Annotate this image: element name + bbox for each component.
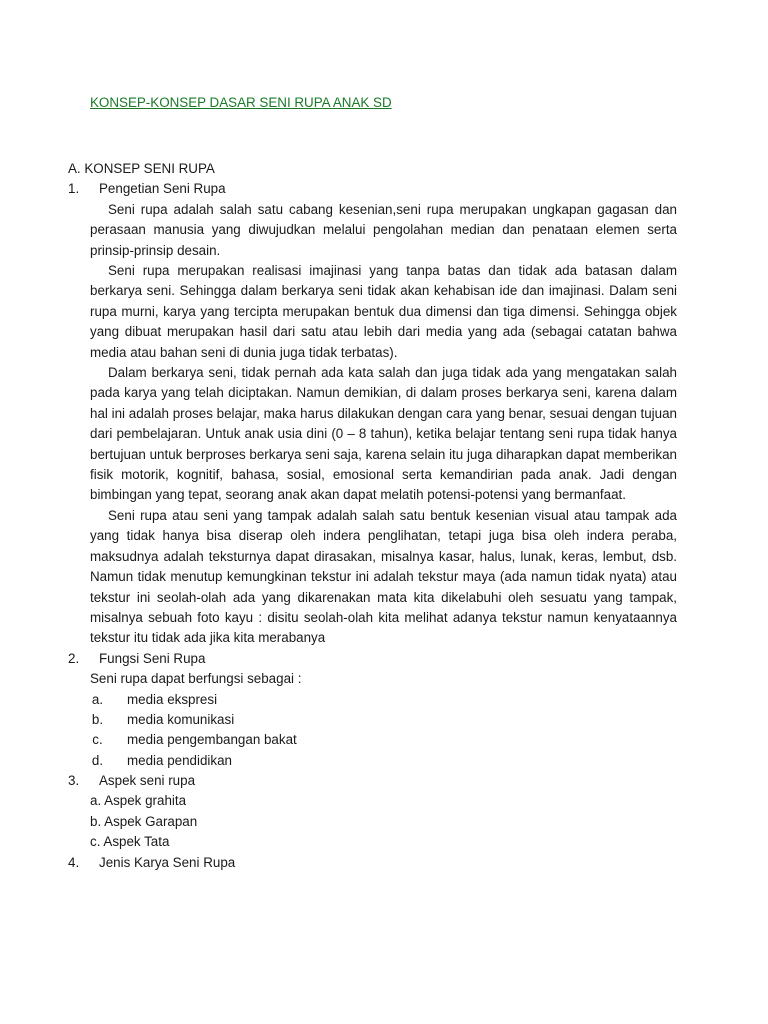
document-title: KONSEP-KONSEP DASAR SENI RUPA ANAK SD [90,95,392,110]
list-text: media komunikasi [127,711,235,727]
item-label: Aspek seni rupa [99,773,196,789]
list-letter: b. [91,711,104,727]
item-label: Fungsi Seni Rupa [99,650,206,666]
item-number: 3. [68,773,80,789]
numbered-item-3 [68,771,677,791]
list-letter: a. [91,691,104,707]
item-label: Jenis Karya Seni Rupa [99,854,236,870]
list-text: media ekspresi [127,691,218,707]
list-letter: c. [92,732,103,748]
paragraph: Seni rupa adalah salah satu cabang kesenian,seni rupa merupakan ungkapan gagasan dan perasaan manusia yang diwujudkan melalui pengolahan median dan penataan elemen serta prinsip-prinsip desain. [90,201,677,258]
list-item [68,710,677,730]
list-item: a. Aspek grahita [90,793,187,809]
item-number: 2. [68,650,80,666]
paragraph: Dalam berkarya seni, tidak pernah ada kata salah dan juga tidak ada yang mengatakan salah pada karya yang telah diciptakan. Namun demikian, di dalam proses berkarya seni, karena dalam hal ini adalah proses belajar, maka harus dilakukan dengan cara yang benar, sesuai dengan tujuan dari pembelajaran. Untuk anak usia dini (0 – 8 tahun), ketika belajar tentang seni rupa tidak hanya bertujuan untuk berproses berkarya seni saja, karena selain itu juga diharapkan dapat memberikan fisik motorik, kognitif, bahasa, sosial, emosional serta kemandirian pada anak. Jadi dengan bimbingan yang tepat, seorang anak akan dapat melatih potensi-potensi yang bermanfaat. [90,365,677,503]
paragraph: Seni rupa atau seni yang tampak adalah salah satu bentuk kesenian visual atau tampak ada yang tidak hanya bisa diserap oleh indera penglihatan, tetapi juga bisa oleh indera peraba, maksudnya adalah teksturnya dapat dirasakan, misalnya kasar, halus, lunak, keras, lembut, dsb. Namun tidak menutup kemungkinan tekstur ini adalah tekstur maya (ada namun tidak nyata) atau tekstur ini seolah-olah ada yang dikarenakan mata kita dikelabuhi oleh sesuatu yang tampak, misalnya sebuah foto kayu : disitu seolah-olah kita melihat adanya tekstur namun kenyataannya tekstur itu tidak ada jika kita merabanya [90,507,677,646]
list-text: media pendidikan [127,752,232,768]
list-item: c. Aspek Tata [90,834,170,850]
section-heading: A. KONSEP SENI RUPA [68,161,215,176]
item-label: Pengetian Seni Rupa [99,181,226,197]
paragraph: Seni rupa merupakan realisasi imajinasi yang tanpa batas dan tidak ada batasan dalam berkarya seni. Sehingga dalam berkarya seni tidak akan kehabisan ide dan imajinasi. Dalam seni rupa murni, karya yang tercipta merupakan bentuk dua dimensi dan tiga dimensi. Sehingga objek yang dibuat merupakan hasil dari satu atau lebih dari media yang ada (sebagai catatan bahwa media atau bahan seni di dunia juga tidak terbatas). [90,263,677,360]
list-item [68,690,677,710]
item-number: 4. [68,854,80,870]
numbered-item-2 [68,649,677,669]
list-item [68,730,677,750]
numbered-item-1 [68,179,677,199]
numbered-item-4 [68,853,677,873]
list-letter: d. [91,752,104,768]
document-body [68,159,677,873]
list-item: b. Aspek Garapan [90,813,198,829]
list-text: media pengembangan bakat [127,732,297,748]
list-item [68,751,677,771]
item-number: 1. [68,181,80,197]
list-intro: Seni rupa dapat berfungsi sebagai : [90,671,302,687]
